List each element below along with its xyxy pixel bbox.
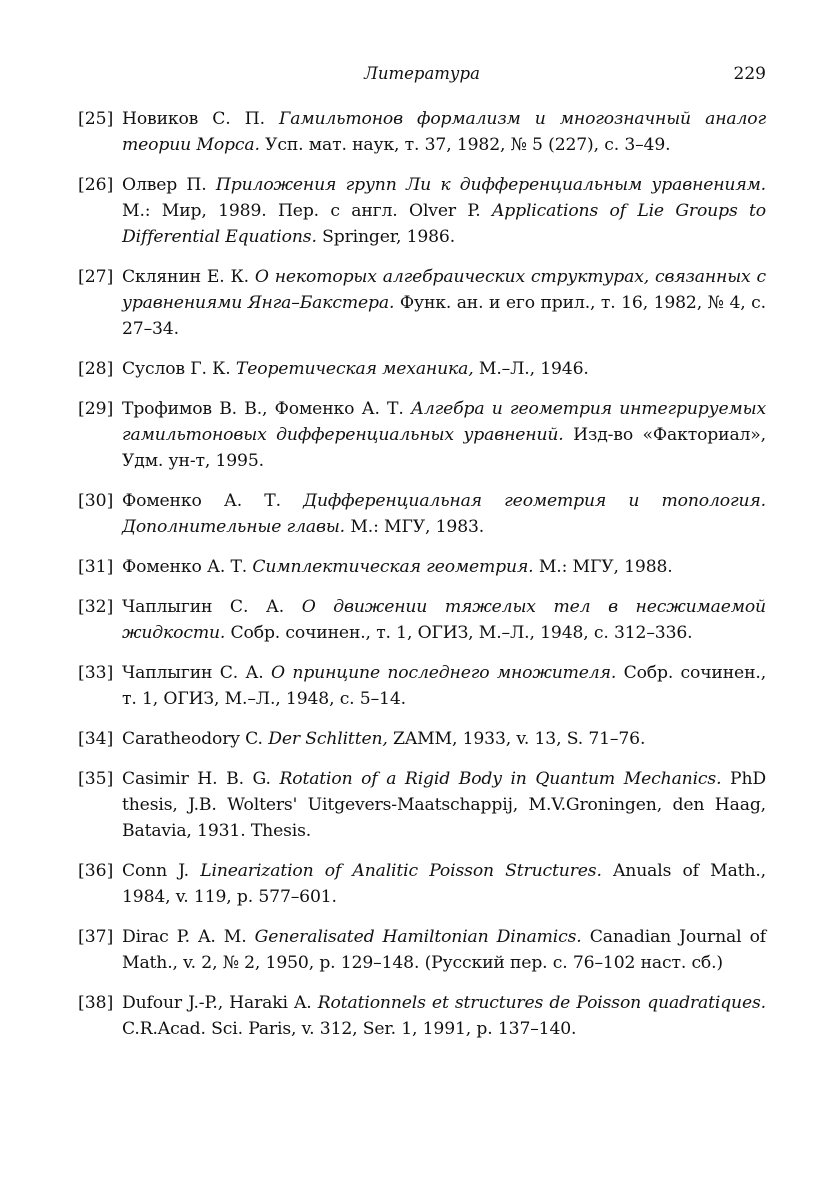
reference-text: [122, 396, 766, 474]
reference-text: [122, 594, 766, 646]
running-head: [78, 62, 766, 92]
reference-item: [78, 766, 766, 844]
reference-number: [32]: [78, 597, 114, 617]
reference-title: Дифференциальная геометрия и топология. Дополнительные главы.: [122, 491, 766, 537]
reference-number: [35]: [78, 769, 114, 789]
reference-item: [78, 396, 766, 474]
reference-text: [122, 554, 766, 580]
reference-publication: Изд-во «Факториал», Удм. ун-т, 1995.: [122, 425, 766, 471]
reference-number: [25]: [78, 109, 114, 129]
reference-author: Новиков С. П.: [122, 109, 265, 129]
reference-title: О движении тяжелых тел в несжимаемой жидкости.: [122, 597, 766, 643]
reference-publication: М.: Мир, 1989. Пер. с англ. Olver P.: [122, 201, 481, 221]
reference-number: [28]: [78, 359, 114, 379]
reference-number: [38]: [78, 993, 114, 1013]
reference-item: [78, 356, 766, 382]
reference-title: Linearization of Analitic Poisson Structures.: [200, 861, 602, 881]
reference-title: О принципе последнего множителя.: [271, 663, 617, 683]
reference-item: [78, 660, 766, 712]
reference-number: [33]: [78, 663, 114, 683]
reference-publication: Усп. мат. наук, т. 37, 1982, № 5 (227), с. 3–49.: [265, 135, 671, 155]
reference-title-translation: Applications of Lie Groups to Differential Equations.: [122, 201, 766, 247]
reference-item: [78, 106, 766, 158]
page-number: 229: [733, 64, 766, 84]
reference-text: [122, 660, 766, 712]
reference-title: Симплектическая геометрия.: [252, 557, 534, 577]
reference-publication: М.: МГУ, 1983.: [350, 517, 485, 537]
reference-publication: М.: МГУ, 1988.: [538, 557, 673, 577]
reference-author: Чаплыгин С. А.: [122, 597, 285, 617]
reference-item: [78, 594, 766, 646]
reference-publication: Canadian Journal of Math., v. 2, № 2, 1950, p. 129–148. (Русский пер. с. 76–102 наст. сб.): [122, 927, 766, 973]
reference-number: [26]: [78, 175, 114, 195]
running-title: Литература: [364, 64, 480, 83]
reference-text: [122, 356, 766, 382]
reference-text: [122, 172, 766, 250]
reference-publication-translation: Springer, 1986.: [322, 227, 456, 247]
reference-item: [78, 172, 766, 250]
reference-text: [122, 924, 766, 976]
reference-title: Теоретическая механика,: [235, 359, 474, 379]
reference-author: Олвер П.: [122, 175, 207, 195]
reference-title: Алгебра и геометрия интегрируемых гамильтоновых дифференциальных уравнений.: [122, 399, 766, 445]
reference-text: [122, 264, 766, 342]
reference-number: [34]: [78, 729, 114, 749]
reference-author: Dirac P. A. M.: [122, 927, 247, 947]
reference-author: Трофимов В. В., Фоменко А. Т.: [122, 399, 404, 419]
reference-publication: Собр. сочинен., т. 1, ОГИЗ, М.–Л., 1948, с. 312–336.: [230, 623, 693, 643]
reference-title: Der Schlitten,: [268, 729, 388, 749]
reference-number: [29]: [78, 399, 114, 419]
reference-item: [78, 726, 766, 752]
reference-text: [122, 858, 766, 910]
reference-publication: М.–Л., 1946.: [478, 359, 589, 379]
reference-title: Приложения групп Ли к дифференциальным уравнениям.: [215, 175, 766, 195]
reference-author: Чаплыгин С. А.: [122, 663, 264, 683]
reference-author: Conn J.: [122, 861, 189, 881]
reference-title: Rotation of a Rigid Body in Quantum Mechanics.: [279, 769, 722, 789]
reference-item: [78, 554, 766, 580]
reference-number: [36]: [78, 861, 114, 881]
reference-publication: Функ. ан. и его прил., т. 16, 1982, № 4, с. 27–34.: [122, 293, 766, 339]
reference-publication: C.R.Acad. Sci. Paris, v. 312, Ser. 1, 1991, p. 137–140.: [122, 1019, 577, 1039]
reference-publication: Собр. сочинен., т. 1, ОГИЗ, М.–Л., 1948, с. 5–14.: [122, 663, 767, 709]
reference-author: Фоменко А. Т.: [122, 491, 281, 511]
reference-text: [122, 488, 766, 540]
reference-list: [78, 106, 766, 1042]
reference-item: [78, 488, 766, 540]
reference-item: [78, 858, 766, 910]
reference-title: Generalisated Hamiltonian Dinamics.: [254, 927, 582, 947]
reference-number: [30]: [78, 491, 114, 511]
reference-author: Casimir H. B. G.: [122, 769, 271, 789]
reference-author: Dufour J.-P., Haraki A.: [122, 993, 312, 1013]
reference-number: [27]: [78, 267, 114, 287]
book-page: [78, 62, 766, 1056]
reference-author: Суслов Г. К.: [122, 359, 231, 379]
reference-text: [122, 766, 766, 844]
reference-author: Caratheodory C.: [122, 729, 263, 749]
reference-publication: ZAMM, 1933, v. 13, S. 71–76.: [393, 729, 646, 749]
reference-number: [37]: [78, 927, 114, 947]
reference-item: [78, 264, 766, 342]
reference-title: Гамильтонов формализм и многозначный аналог теории Морса.: [122, 109, 766, 155]
reference-text: [122, 106, 766, 158]
reference-text: [122, 990, 766, 1042]
reference-text: [122, 726, 766, 752]
reference-item: [78, 990, 766, 1042]
reference-item: [78, 924, 766, 976]
reference-publication: Anuals of Math., 1984, v. 119, p. 577–601.: [122, 861, 766, 907]
reference-publication: PhD thesis, J.B. Wolters' Uitgevers-Maatschappij, M.V.Groningen, den Haag, Batavia, 1931. Thesis.: [122, 769, 766, 841]
reference-title: Rotationnels et structures de Poisson quadratiques.: [317, 993, 766, 1013]
reference-author: Фоменко А. Т.: [122, 557, 248, 577]
reference-author: Склянин Е. К.: [122, 267, 249, 287]
reference-number: [31]: [78, 557, 114, 577]
reference-title: О некоторых алгебраических структурах, связанных с уравнениями Янга–Бакстера.: [122, 267, 766, 313]
